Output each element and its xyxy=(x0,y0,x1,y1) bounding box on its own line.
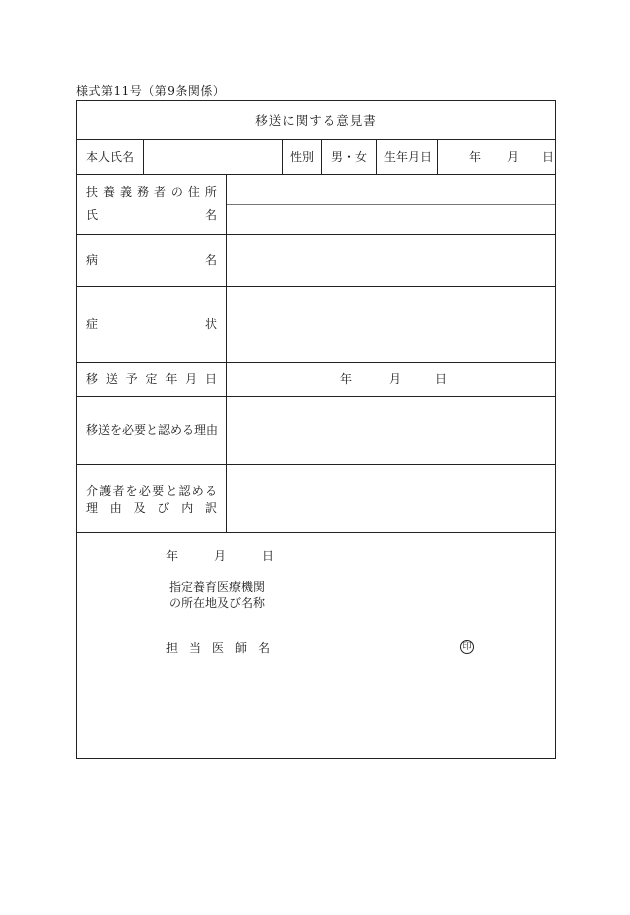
symptoms-field[interactable] xyxy=(233,293,549,357)
signature-year[interactable]: 年 xyxy=(166,549,179,563)
label-char: を xyxy=(125,484,138,498)
label-char: 養 xyxy=(102,185,115,199)
disease-label xyxy=(86,254,217,266)
transfer-year[interactable]: 年 xyxy=(340,372,353,386)
label-char: 定 xyxy=(145,372,158,386)
transfer-date-label xyxy=(86,373,217,385)
patient-name-field[interactable] xyxy=(151,151,275,165)
divider xyxy=(77,464,555,465)
sex-label: 性別 xyxy=(290,150,315,164)
divider xyxy=(226,174,227,532)
label-char: び xyxy=(157,501,170,515)
divider xyxy=(77,139,555,140)
label-char: 当 xyxy=(188,641,201,655)
form-number: 様式第11号（第9条関係） xyxy=(76,84,226,98)
label-char: と xyxy=(165,484,178,498)
divider xyxy=(437,139,438,174)
label-char: 年 xyxy=(165,372,178,386)
label-char: 要 xyxy=(152,484,165,498)
label-char: 扶 xyxy=(86,185,99,199)
caregiver-field[interactable] xyxy=(233,471,549,527)
institution-label-line1: 指定養育医療機関 xyxy=(169,580,266,594)
label-char: 送 xyxy=(105,372,118,386)
divider xyxy=(321,139,322,174)
divider xyxy=(376,139,377,174)
divider xyxy=(282,139,283,174)
label-char: 義 xyxy=(119,185,132,199)
sex-options[interactable]: 男・女 xyxy=(331,150,368,164)
birth-day: 日 xyxy=(542,150,555,164)
guardian-address-label xyxy=(86,186,217,198)
label-char: 病 xyxy=(86,253,99,267)
doctor-name-label xyxy=(166,642,270,654)
transfer-day[interactable]: 日 xyxy=(435,372,448,386)
label-char: 介 xyxy=(86,484,99,498)
label-char: 師 xyxy=(234,641,247,655)
patient-name-label: 本人氏名 xyxy=(86,150,135,164)
transfer-month[interactable]: 月 xyxy=(389,372,402,386)
divider xyxy=(77,532,555,533)
label-char: 医 xyxy=(211,641,224,655)
label-char: め xyxy=(191,484,204,498)
guardian-address-field[interactable] xyxy=(233,183,549,199)
caregiver-label-line2 xyxy=(86,502,217,514)
label-char: 氏 xyxy=(86,208,99,222)
label-char: 所 xyxy=(204,185,217,199)
label-char: 予 xyxy=(125,372,138,386)
caregiver-label-line1 xyxy=(86,485,217,497)
label-char: の xyxy=(170,185,183,199)
label-char: 訳 xyxy=(204,501,217,515)
label-char: 理 xyxy=(86,501,99,515)
guardian-name-field[interactable] xyxy=(233,212,549,228)
label-char: 住 xyxy=(187,185,200,199)
label-char: 護 xyxy=(99,484,112,498)
label-char: 月 xyxy=(185,372,198,386)
seal-mark-icon: 印 xyxy=(460,640,474,654)
signature-day[interactable]: 日 xyxy=(262,549,275,563)
divider xyxy=(77,362,555,363)
opinion-form xyxy=(76,100,556,759)
form-title: 移送に関する意見書 xyxy=(255,113,377,128)
birth-year: 年 xyxy=(469,150,482,164)
label-char: 状 xyxy=(204,317,217,331)
label-char: 者 xyxy=(153,185,166,199)
label-char: 名 xyxy=(257,641,270,655)
divider xyxy=(143,139,144,174)
label-char: る xyxy=(204,484,217,498)
label-char: 症 xyxy=(86,317,99,331)
divider xyxy=(77,286,555,287)
label-char: 者 xyxy=(112,484,125,498)
label-char: 認 xyxy=(178,484,191,498)
label-char: 名 xyxy=(204,253,217,267)
divider xyxy=(77,396,555,397)
divider xyxy=(77,234,555,235)
transfer-reason-label: 移送を必要と認める理由 xyxy=(86,423,219,437)
label-char: 移 xyxy=(86,372,99,386)
label-char: 内 xyxy=(181,501,194,515)
birth-month: 月 xyxy=(507,150,520,164)
label-char: 由 xyxy=(109,501,122,515)
disease-field[interactable] xyxy=(233,241,549,281)
label-char: 必 xyxy=(138,484,151,498)
label-char: 日 xyxy=(204,372,217,386)
label-char: 担 xyxy=(166,641,179,655)
birthdate-label: 生年月日 xyxy=(384,150,433,164)
label-char: 名 xyxy=(204,208,217,222)
signature-month[interactable]: 月 xyxy=(214,549,227,563)
divider xyxy=(77,174,555,175)
divider xyxy=(226,204,555,205)
institution-label-line2: の所在地及び名称 xyxy=(169,596,266,610)
transfer-reason-field[interactable] xyxy=(233,403,549,459)
label-char: 務 xyxy=(136,185,149,199)
label-char: 及 xyxy=(133,501,146,515)
guardian-name-label xyxy=(86,209,217,221)
symptoms-label xyxy=(86,318,217,330)
